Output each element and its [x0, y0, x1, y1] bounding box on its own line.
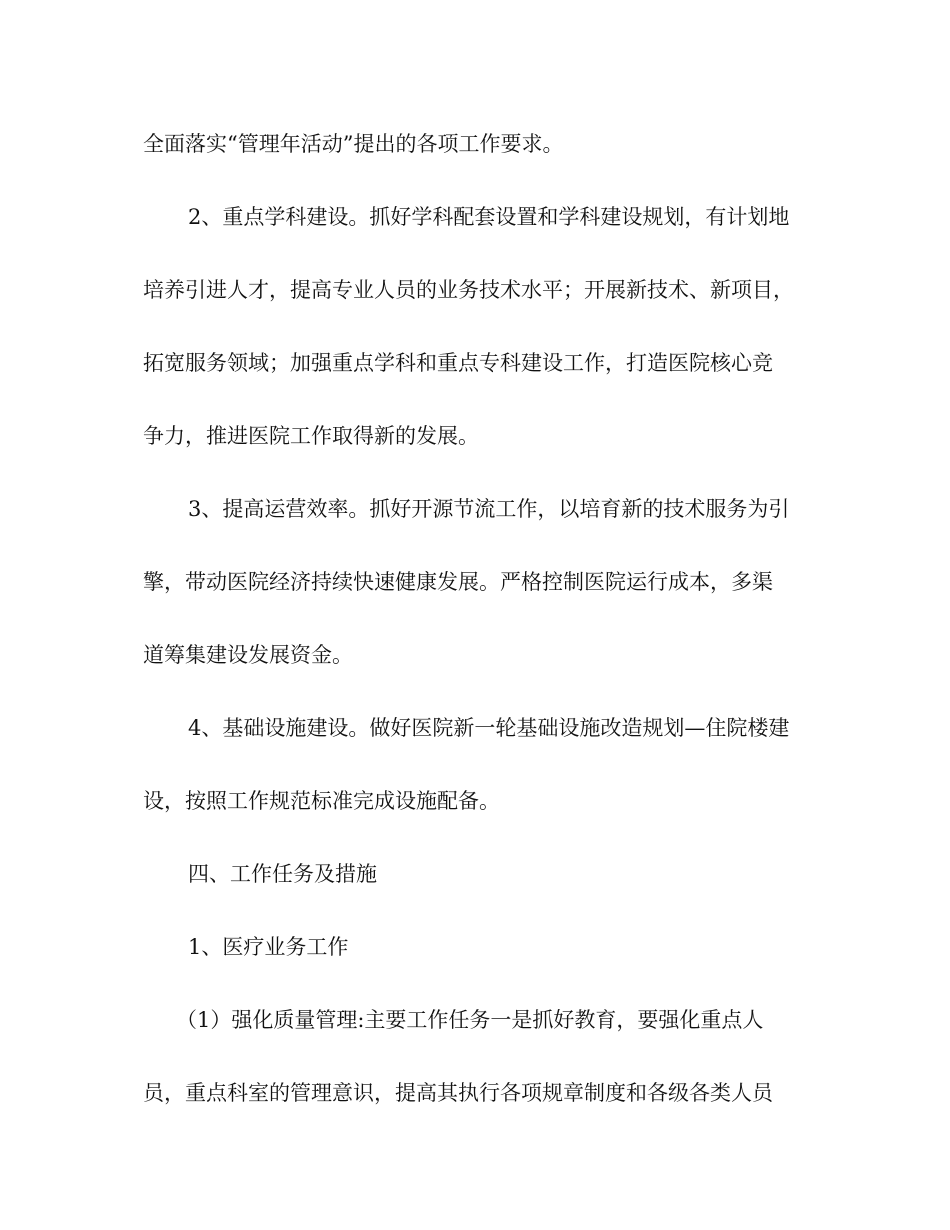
text-line: 拓宽服务领域；加强重点学科和重点专科建设工作，打造医院核心竞 [143, 351, 773, 375]
text-line: （1）强化质量管理:主要工作任务一是抓好教育，要强化重点人 [176, 1008, 764, 1032]
text-line: 4、基础设施建设。做好医院新一轮基础设施改造规划—住院楼建 [188, 716, 790, 740]
section-heading: 四、工作任务及措施 [188, 862, 377, 886]
subsection-heading: 1、医疗业务工作 [188, 935, 349, 959]
text-line: 道筹集建设发展资金。 [143, 643, 353, 667]
text-line: 擎，带动医院经济持续快速健康发展。严格控制医院运行成本，多渠 [143, 570, 773, 594]
text-line: 设，按照工作规范标准完成设施配备。 [143, 789, 500, 813]
text-line: 培养引进人才，提高专业人员的业务技术水平；开展新技术、新项目， [143, 278, 794, 302]
text-line: 员，重点科室的管理意识，提高其执行各项规章制度和各级各类人员 [143, 1081, 773, 1105]
text-line: 全面落实“管理年活动”提出的各项工作要求。 [143, 132, 564, 156]
text-line: 3、提高运营效率。抓好开源节流工作，以培育新的技术服务为引 [188, 497, 790, 521]
text-line: 争力，推进医院工作取得新的发展。 [143, 424, 479, 448]
text-line: 2、重点学科建设。抓好学科配套设置和学科建设规划，有计划地 [188, 205, 790, 229]
